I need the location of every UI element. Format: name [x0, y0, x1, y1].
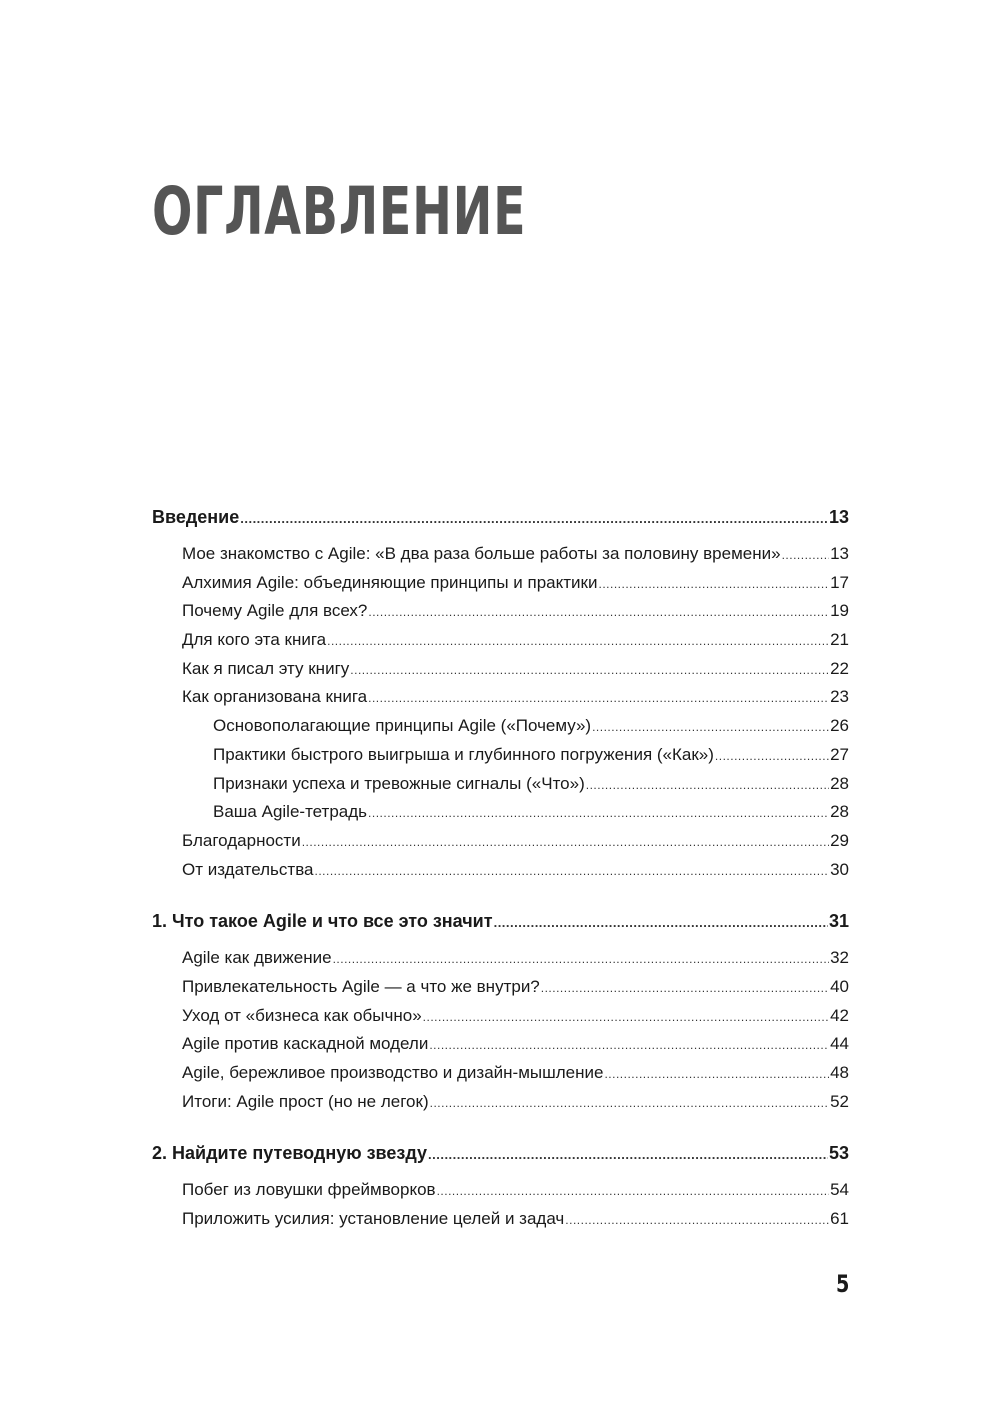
- dot-leader: [565, 1206, 829, 1235]
- toc-entry-title: Введение: [152, 507, 240, 527]
- toc-entry-title: Алхимия Agile: объединяющие принципы и практики: [182, 572, 598, 592]
- toc-entry-page: 31: [828, 911, 849, 932]
- dot-leader: [423, 1003, 829, 1032]
- dot-leader: [350, 656, 829, 685]
- toc-entry[interactable]: [152, 626, 849, 655]
- dot-leader: [494, 908, 828, 938]
- toc-subentry[interactable]: [152, 741, 849, 770]
- toc-entry[interactable]: [152, 856, 849, 885]
- dot-leader: [592, 713, 829, 742]
- dot-leader: [368, 799, 829, 828]
- toc-entry-page: 28: [830, 773, 849, 793]
- table-of-contents: [152, 502, 849, 1234]
- toc-entry-page: 40: [830, 976, 849, 996]
- toc-entry[interactable]: [152, 597, 849, 626]
- toc-entry-title: Признаки успеха и тревожные сигналы («Что»): [213, 773, 585, 793]
- toc-entry-title: Итоги: Agile прост (но не легок): [182, 1091, 429, 1111]
- toc-subentry[interactable]: [152, 798, 849, 827]
- dot-leader: [315, 857, 830, 886]
- toc-entry-page: 26: [830, 716, 849, 736]
- toc-entry-page: 22: [830, 658, 849, 678]
- dot-leader: [782, 541, 830, 570]
- toc-entry-page: 28: [830, 802, 849, 822]
- toc-entry-title: Ваша Agile-тетрадь: [213, 802, 368, 822]
- toc-entry-title: Уход от «бизнеса как обычно»: [182, 1005, 422, 1025]
- toc-entry-page: 54: [830, 1180, 849, 1200]
- toc-entry[interactable]: [152, 973, 849, 1002]
- toc-entry[interactable]: [152, 683, 849, 712]
- toc-heading: ОГЛАВЛЕНИЕ: [152, 173, 527, 250]
- toc-entry[interactable]: [152, 1002, 849, 1031]
- toc-entry-title: Побег из ловушки фреймворков: [182, 1180, 436, 1200]
- toc-entry[interactable]: [152, 1176, 849, 1205]
- dot-leader: [586, 771, 829, 800]
- toc-entry-title: Привлекательность Agile — а что же внутри?: [182, 976, 540, 996]
- toc-entry-title: Мое знакомство с Agile: «В два раза больше работы за половину времени»: [182, 544, 781, 563]
- dot-leader: [368, 684, 829, 713]
- dot-leader: [368, 598, 829, 627]
- toc-entry-page: 42: [830, 1005, 849, 1025]
- toc-entry-page: 17: [830, 572, 849, 592]
- dot-leader: [327, 627, 829, 656]
- toc-entry-title: 2. Найдите путеводную звезду: [152, 1143, 427, 1164]
- toc-entry-title: Благодарности: [182, 830, 301, 850]
- toc-entry-title: Agile против каскадной модели: [182, 1034, 429, 1054]
- toc-entry-title: Практики быстрого выигрыша и глубинного погружения («Как»): [213, 744, 714, 764]
- toc-entry-page: 21: [830, 630, 849, 650]
- dot-leader: [240, 504, 828, 534]
- toc-entry-title: 1. Что такое Agile и что все это значит: [152, 911, 493, 932]
- toc-entry-title: Как организована книга: [182, 687, 368, 707]
- toc-entry[interactable]: [152, 827, 849, 856]
- toc-entry-page: 53: [828, 1143, 849, 1164]
- toc-entry-title: Основополагающие принципы Agile («Почему»): [213, 716, 592, 736]
- dot-leader: [302, 828, 829, 857]
- toc-entry-title: Agile как движение: [182, 948, 332, 968]
- toc-entry[interactable]: [152, 1205, 849, 1234]
- toc-entry-title: Agile, бережливое производство и дизайн-мышление: [182, 1063, 604, 1082]
- toc-subentry[interactable]: [152, 770, 849, 799]
- toc-entry-page: 13: [828, 507, 849, 527]
- toc-entry-title: Почему Agile для всех?: [182, 601, 368, 621]
- toc-entry[interactable]: [152, 1030, 849, 1059]
- dot-leader: [430, 1089, 829, 1118]
- toc-entry[interactable]: [152, 540, 849, 569]
- toc-entry[interactable]: [152, 1059, 849, 1088]
- toc-entry-page: 27: [830, 744, 849, 764]
- toc-entry-page: 48: [830, 1063, 849, 1082]
- dot-leader: [715, 742, 829, 771]
- toc-entry[interactable]: [152, 569, 849, 598]
- dot-leader: [598, 570, 829, 599]
- toc-entry-title: От издательства: [182, 859, 314, 879]
- toc-entry[interactable]: [152, 655, 849, 684]
- dot-leader: [541, 974, 829, 1003]
- toc-entry-page: 13: [830, 544, 849, 563]
- toc-entry-page: 44: [830, 1034, 849, 1054]
- toc-entry-page: 61: [830, 1209, 849, 1229]
- toc-entry[interactable]: [152, 944, 849, 973]
- toc-chapter-intro[interactable]: [152, 502, 849, 532]
- page-number: 5: [836, 1270, 850, 1298]
- toc-entry-page: 32: [830, 948, 849, 968]
- toc-entry-page: 29: [830, 830, 849, 850]
- toc-chapter-1[interactable]: [152, 906, 849, 936]
- toc-entry-title: Приложить усилия: установление целей и задач: [182, 1209, 565, 1229]
- dot-leader: [437, 1177, 830, 1206]
- toc-entry[interactable]: [152, 1088, 849, 1117]
- dot-leader: [428, 1140, 828, 1170]
- dot-leader: [333, 945, 830, 974]
- dot-leader: [429, 1031, 829, 1060]
- toc-entry-page: 23: [830, 687, 849, 707]
- toc-entry-page: 19: [830, 601, 849, 621]
- toc-chapter-2[interactable]: [152, 1138, 849, 1168]
- toc-entry-page: 30: [830, 859, 849, 879]
- toc-subentry[interactable]: [152, 712, 849, 741]
- dot-leader: [604, 1060, 829, 1089]
- toc-entry-title: Как я писал эту книгу: [182, 658, 350, 678]
- toc-entry-page: 52: [830, 1091, 849, 1111]
- toc-entry-title: Для кого эта книга: [182, 630, 327, 650]
